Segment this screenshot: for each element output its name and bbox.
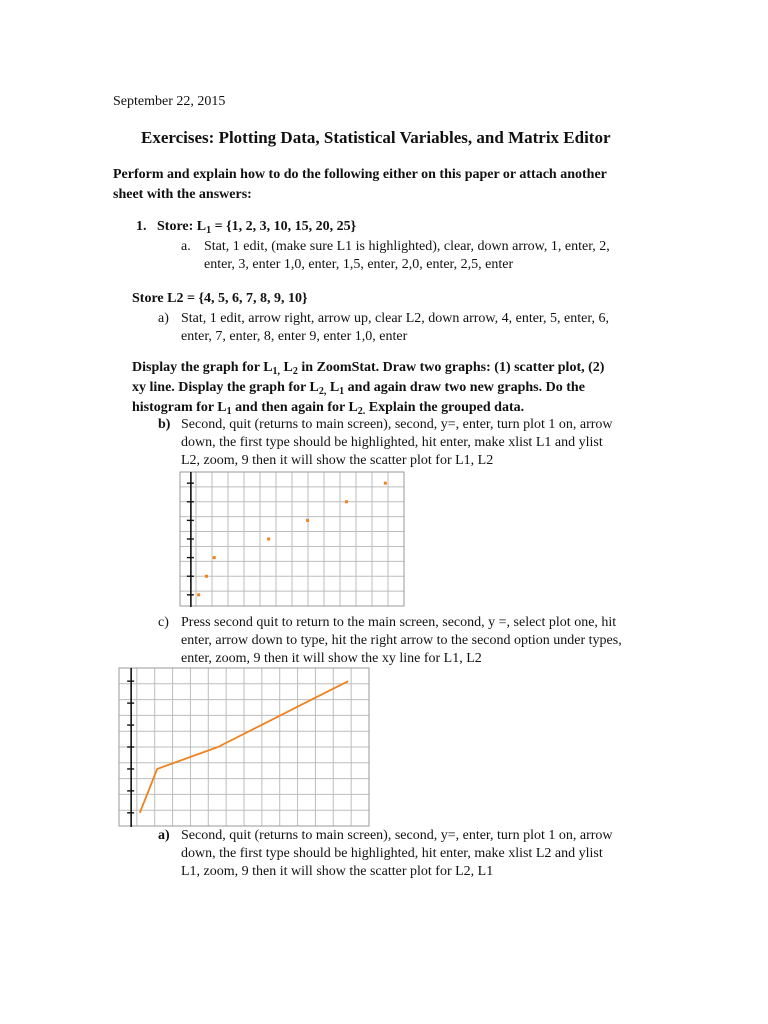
step-line: enter, zoom, 9 then it will show the xy line for L1, L2 <box>181 651 482 666</box>
intro-text <box>113 165 607 205</box>
step-line: enter, 7, enter, 8, enter 9, enter 1,0, enter <box>181 329 408 344</box>
text: Display the graph for L <box>132 360 273 375</box>
text: and then again for L <box>231 400 358 415</box>
data-point <box>205 575 208 578</box>
text: in ZoomStat. Draw two graphs: (1) scatter plot, (2) <box>297 360 605 375</box>
store-prefix: Store: L <box>157 219 207 234</box>
text: L <box>326 380 340 395</box>
item-2-store: Store L2 = {4, 5, 6, 7, 8, 9, 10} <box>132 291 308 306</box>
item-1-number: 1. <box>136 219 147 234</box>
step-a2 <box>181 827 613 881</box>
step-line: L2, zoom, 9 then it will show the scatter plot for L1, L2 <box>181 453 494 468</box>
step-line: Stat, 1 edit, (make sure L1 is highlighted), clear, down arrow, 1, enter, 2, <box>204 239 610 254</box>
scatter-plot <box>178 470 406 608</box>
item-1-step-a <box>204 238 610 274</box>
step-line: down, the first type should be highlighted, hit enter, make xlist L1 and ylist <box>181 435 603 450</box>
intro-line: Perform and explain how to do the following either on this paper or attach another <box>113 167 607 182</box>
item-1-step-a-marker: a. <box>181 239 191 254</box>
page-title: Exercises: Plotting Data, Statistical Variables, and Matrix Editor <box>141 128 611 147</box>
date: September 22, 2015 <box>113 94 226 109</box>
plot-grid <box>119 668 369 826</box>
data-point <box>267 538 270 541</box>
text: L <box>280 360 293 375</box>
store-set: = {1, 2, 3, 10, 15, 20, 25} <box>211 219 357 234</box>
step-line: enter, 3, enter 1,0, enter, 1,5, enter, 2,0, enter, 2,5, enter <box>204 257 514 272</box>
display-line <box>132 378 604 398</box>
subscript: 1 <box>226 406 232 417</box>
subscript: 2. <box>357 406 366 417</box>
step-c-marker: c) <box>158 615 169 630</box>
data-point <box>213 556 216 559</box>
text: xy line. Display the graph for L <box>132 380 319 395</box>
subscript: 1, <box>272 366 281 377</box>
step-line: Stat, 1 edit, arrow right, arrow up, clear L2, down arrow, 4, enter, 5, enter, 6, <box>181 311 609 326</box>
display-instructions <box>132 358 604 418</box>
step-b <box>181 416 613 470</box>
item-2-step-a-marker: a) <box>158 311 169 326</box>
step-line: L1, zoom, 9 then it will show the scatter plot for L2, L1 <box>181 864 494 879</box>
data-point <box>384 482 387 485</box>
subscript: 2 <box>292 366 298 377</box>
plot-grid <box>180 472 404 606</box>
step-line: enter, arrow down to type, hit the right arrow to the second option under types, <box>181 633 622 648</box>
display-line <box>132 358 604 378</box>
text: and again draw two new graphs. Do the <box>344 380 585 395</box>
xy-line-plot <box>117 666 371 828</box>
step-line: Second, quit (returns to main screen), second, y=, enter, turn plot 1 on, arrow <box>181 828 613 843</box>
step-a2-marker: a) <box>158 828 170 843</box>
item-1-store <box>157 217 356 237</box>
item-2-step-a <box>181 310 609 346</box>
data-point <box>306 519 309 522</box>
step-line: down, the first type should be highlighted, hit enter, make xlist L2 and ylist <box>181 846 603 861</box>
subscript: 2, <box>318 386 327 397</box>
intro-line: sheet with the answers: <box>113 187 252 202</box>
step-b-marker: b) <box>158 417 171 432</box>
step-c <box>181 614 622 668</box>
text: histogram for L <box>132 400 227 415</box>
text: Explain the grouped data. <box>365 400 525 415</box>
step-line: Press second quit to return to the main screen, second, y =, select plot one, hit <box>181 615 617 630</box>
data-point <box>345 500 348 503</box>
display-line <box>132 398 604 418</box>
subscript: 1 <box>339 386 345 397</box>
data-point <box>197 593 200 596</box>
subscript: 1 <box>206 225 212 236</box>
step-line: Second, quit (returns to main screen), second, y=, enter, turn plot 1 on, arrow <box>181 417 613 432</box>
